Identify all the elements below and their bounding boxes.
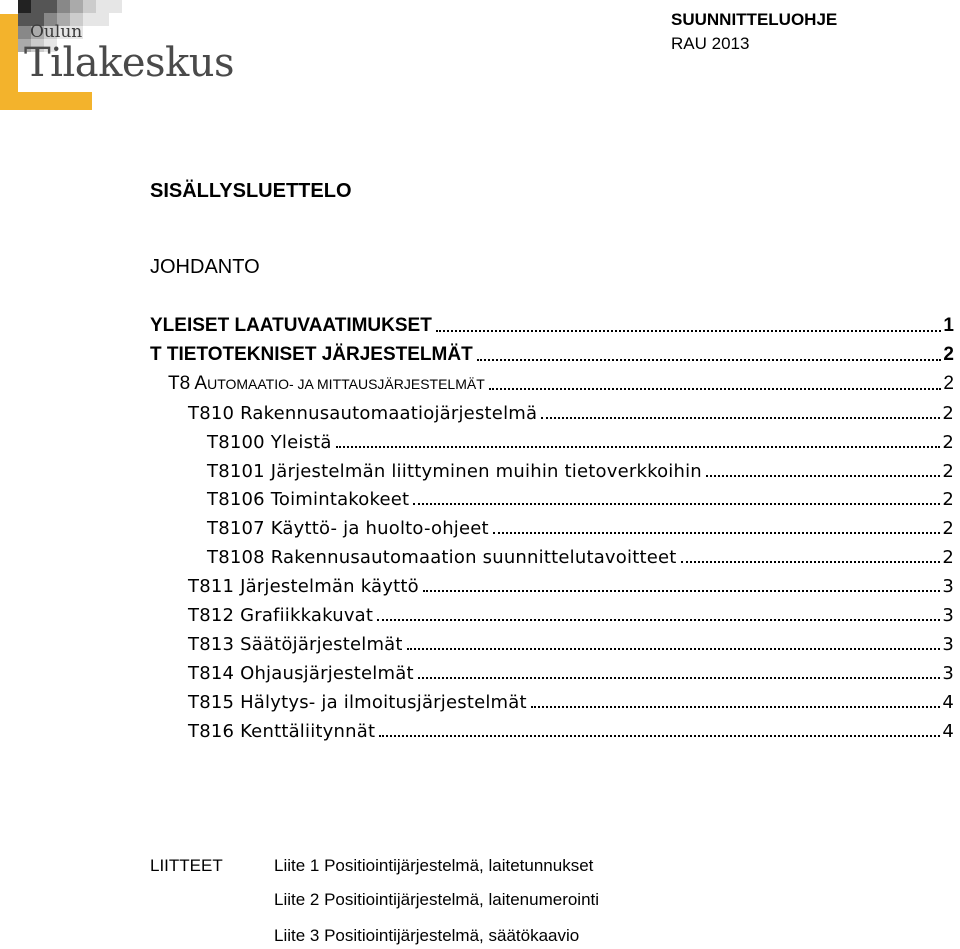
- toc-page-number: 3: [942, 576, 954, 598]
- toc-leader-dots: [477, 358, 942, 361]
- toc-entry-label: T815 Hälytys- ja ilmoitusjärjestelmät: [188, 691, 527, 713]
- toc-page-number: 3: [942, 633, 954, 655]
- toc-entry-label: YLEISET LAATUVAATIMUKSET: [150, 315, 432, 336]
- logo-accent-bar-bottom: [0, 92, 92, 110]
- toc-title: SISÄLLYSLUETTELO: [150, 180, 352, 202]
- toc-entry[interactable]: [188, 714, 954, 742]
- toc-page-number: 3: [942, 605, 954, 626]
- toc-page-number: 2: [943, 372, 954, 394]
- logo-tile: [109, 0, 122, 13]
- toc-leader-dots: [531, 705, 941, 708]
- toc-entry-label: T8106 Toimintakokeet: [207, 489, 410, 511]
- logo-tile: [44, 0, 57, 13]
- toc-entry[interactable]: [207, 482, 954, 510]
- toc-entry-label: T8108 Rakennusautomaation suunnittelutavoitteet: [207, 547, 677, 569]
- toc-entry[interactable]: [188, 627, 954, 655]
- toc-entry[interactable]: [207, 511, 954, 539]
- appendices-heading: LIITTEET: [150, 856, 223, 875]
- toc-leader-dots: [413, 502, 940, 505]
- toc-page-number: 2: [942, 431, 954, 453]
- logo-tile: [57, 0, 70, 13]
- toc-page-number: 1: [943, 315, 954, 336]
- appendix-item: Liite 3 Positiointijärjestelmä, säätökaavio: [274, 926, 580, 945]
- toc-leader-dots: [681, 560, 941, 563]
- toc-page-number: 4: [942, 691, 954, 713]
- toc-entry[interactable]: [150, 309, 954, 337]
- toc-entry-label: T816 Kenttäliitynnät: [188, 720, 376, 742]
- toc-leader-dots: [336, 445, 941, 448]
- toc-leader-dots: [436, 329, 942, 332]
- toc-leader-dots: [489, 387, 942, 390]
- logo-tile: [83, 13, 96, 26]
- toc-leader-dots: [418, 676, 941, 679]
- toc-entry-label: T811 Järjestelmän käyttö: [188, 576, 419, 598]
- toc-entry[interactable]: [168, 367, 954, 395]
- toc-page-number: 2: [942, 460, 954, 482]
- toc-entry-label: T8101 Järjestelmän liittyminen muihin tietoverkkoihin: [207, 460, 702, 482]
- toc-entry[interactable]: [207, 425, 954, 453]
- toc-leader-dots: [423, 589, 941, 592]
- toc-page-number: 2: [942, 402, 954, 424]
- toc-entry-label: T813 Säätöjärjestelmät: [188, 633, 403, 655]
- toc-entry-label: T812 Grafiikkakuvat: [188, 605, 374, 626]
- appendix-item: Liite 1 Positiointijärjestelmä, laitetunnukset: [274, 856, 594, 875]
- toc-entry[interactable]: [188, 685, 954, 713]
- toc-entry[interactable]: [150, 338, 954, 366]
- toc-entry-label: T810 Rakennusautomaatiojärjestelmä: [188, 402, 538, 424]
- toc-page-number: 2: [942, 518, 954, 540]
- toc-entry[interactable]: [188, 396, 954, 424]
- toc-entry-label: T8100 Yleistä: [207, 431, 332, 453]
- toc-intro: JOHDANTO: [150, 256, 260, 278]
- toc-entry[interactable]: [188, 656, 954, 684]
- logo-tile: [96, 13, 109, 26]
- toc-entry[interactable]: [188, 598, 954, 626]
- toc-entry-label: T8 AUTOMAATIO- JA MITTAUSJÄRJESTELMÄT: [168, 372, 485, 394]
- logo-tile: [83, 0, 96, 13]
- logo-tile: [70, 0, 83, 13]
- logo-text-small: Oulun: [30, 22, 83, 42]
- toc-leader-dots: [706, 474, 940, 477]
- toc-entry[interactable]: [207, 540, 954, 568]
- toc-entry-label: T TIETOTEKNISET JÄRJESTELMÄT: [150, 343, 473, 365]
- toc-entry-label: T8107 Käyttö- ja huolto-ohjeet: [207, 518, 489, 540]
- document-type: SUUNNITTELUOHJE: [671, 10, 838, 29]
- logo: [0, 0, 260, 112]
- toc-page-number: 2: [942, 547, 954, 569]
- toc-page-number: 2: [943, 343, 954, 365]
- toc-leader-dots: [407, 647, 941, 650]
- toc-page-number: 2: [942, 489, 954, 511]
- toc-page-number: 3: [942, 662, 954, 684]
- document-subtitle: RAU 2013: [671, 34, 750, 53]
- appendix-item: Liite 2 Positiointijärjestelmä, laitenumerointi: [274, 890, 600, 909]
- logo-text-big: Tilakeskus: [24, 40, 235, 86]
- toc-leader-dots: [379, 734, 940, 737]
- logo-tile: [18, 0, 31, 13]
- toc-leader-dots: [541, 416, 940, 419]
- logo-tile: [96, 0, 109, 13]
- toc-leader-dots: [493, 531, 941, 534]
- toc-leader-dots: [377, 618, 940, 621]
- toc-entry-label: T814 Ohjausjärjestelmät: [188, 662, 414, 684]
- logo-tile: [31, 0, 44, 13]
- toc-entry[interactable]: [207, 454, 954, 482]
- toc-entry[interactable]: [188, 569, 954, 597]
- toc-page-number: 4: [942, 720, 954, 742]
